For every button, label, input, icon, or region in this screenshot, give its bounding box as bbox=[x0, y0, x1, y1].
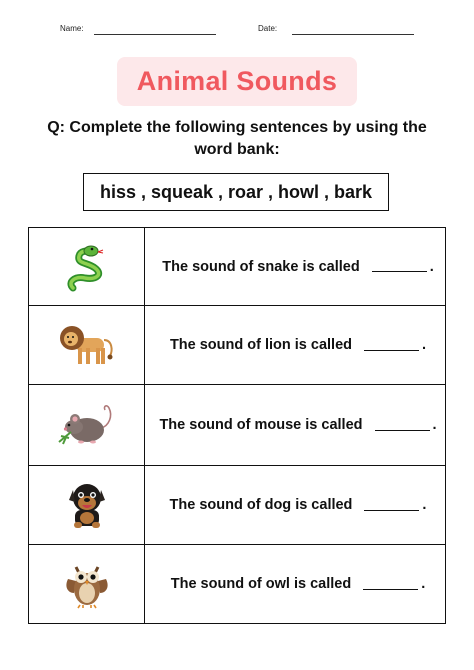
dog-icon bbox=[65, 480, 109, 530]
answer-table bbox=[28, 227, 446, 624]
answer-blank[interactable] bbox=[375, 430, 430, 431]
word-bank: hiss , squeak , roar , howl , bark bbox=[83, 173, 389, 211]
name-field[interactable] bbox=[94, 34, 216, 35]
page-title: Animal Sounds bbox=[136, 66, 338, 96]
title-banner bbox=[117, 57, 357, 106]
owl-icon bbox=[64, 559, 110, 609]
picture-cell bbox=[29, 545, 145, 623]
table-row: The sound of mouse is called . bbox=[29, 385, 445, 465]
snake-icon bbox=[65, 242, 109, 292]
answer-blank[interactable] bbox=[364, 510, 419, 511]
answer-blank[interactable] bbox=[363, 589, 418, 590]
table-row: The sound of owl is called . bbox=[29, 545, 445, 623]
mouse-icon bbox=[57, 402, 117, 448]
picture-cell bbox=[29, 306, 145, 384]
answer-blank[interactable] bbox=[364, 350, 419, 351]
answer-blank[interactable] bbox=[372, 271, 427, 272]
name-label: Name: bbox=[60, 24, 84, 33]
table-row: The sound of snake is called . bbox=[29, 228, 445, 305]
sentence-text: The sound of snake is called bbox=[162, 258, 360, 275]
date-field[interactable] bbox=[292, 34, 414, 35]
worksheet-header bbox=[0, 24, 474, 38]
picture-cell bbox=[29, 385, 145, 465]
picture-cell bbox=[29, 466, 145, 544]
date-label: Date: bbox=[258, 24, 278, 33]
table-row: The sound of dog is called . bbox=[29, 466, 445, 544]
sentence-text: The sound of dog is called bbox=[169, 497, 353, 513]
table-row: The sound of lion is called . bbox=[29, 306, 445, 384]
sentence-text: The sound of lion is called bbox=[169, 337, 353, 353]
lion-icon bbox=[58, 322, 116, 368]
sentence-text: The sound of owl is called bbox=[170, 576, 352, 592]
picture-cell bbox=[29, 228, 145, 305]
sentence-text: The sound of mouse is called bbox=[159, 417, 363, 433]
question-text: Q: Complete the following sentences by using the word bank: bbox=[47, 119, 427, 158]
